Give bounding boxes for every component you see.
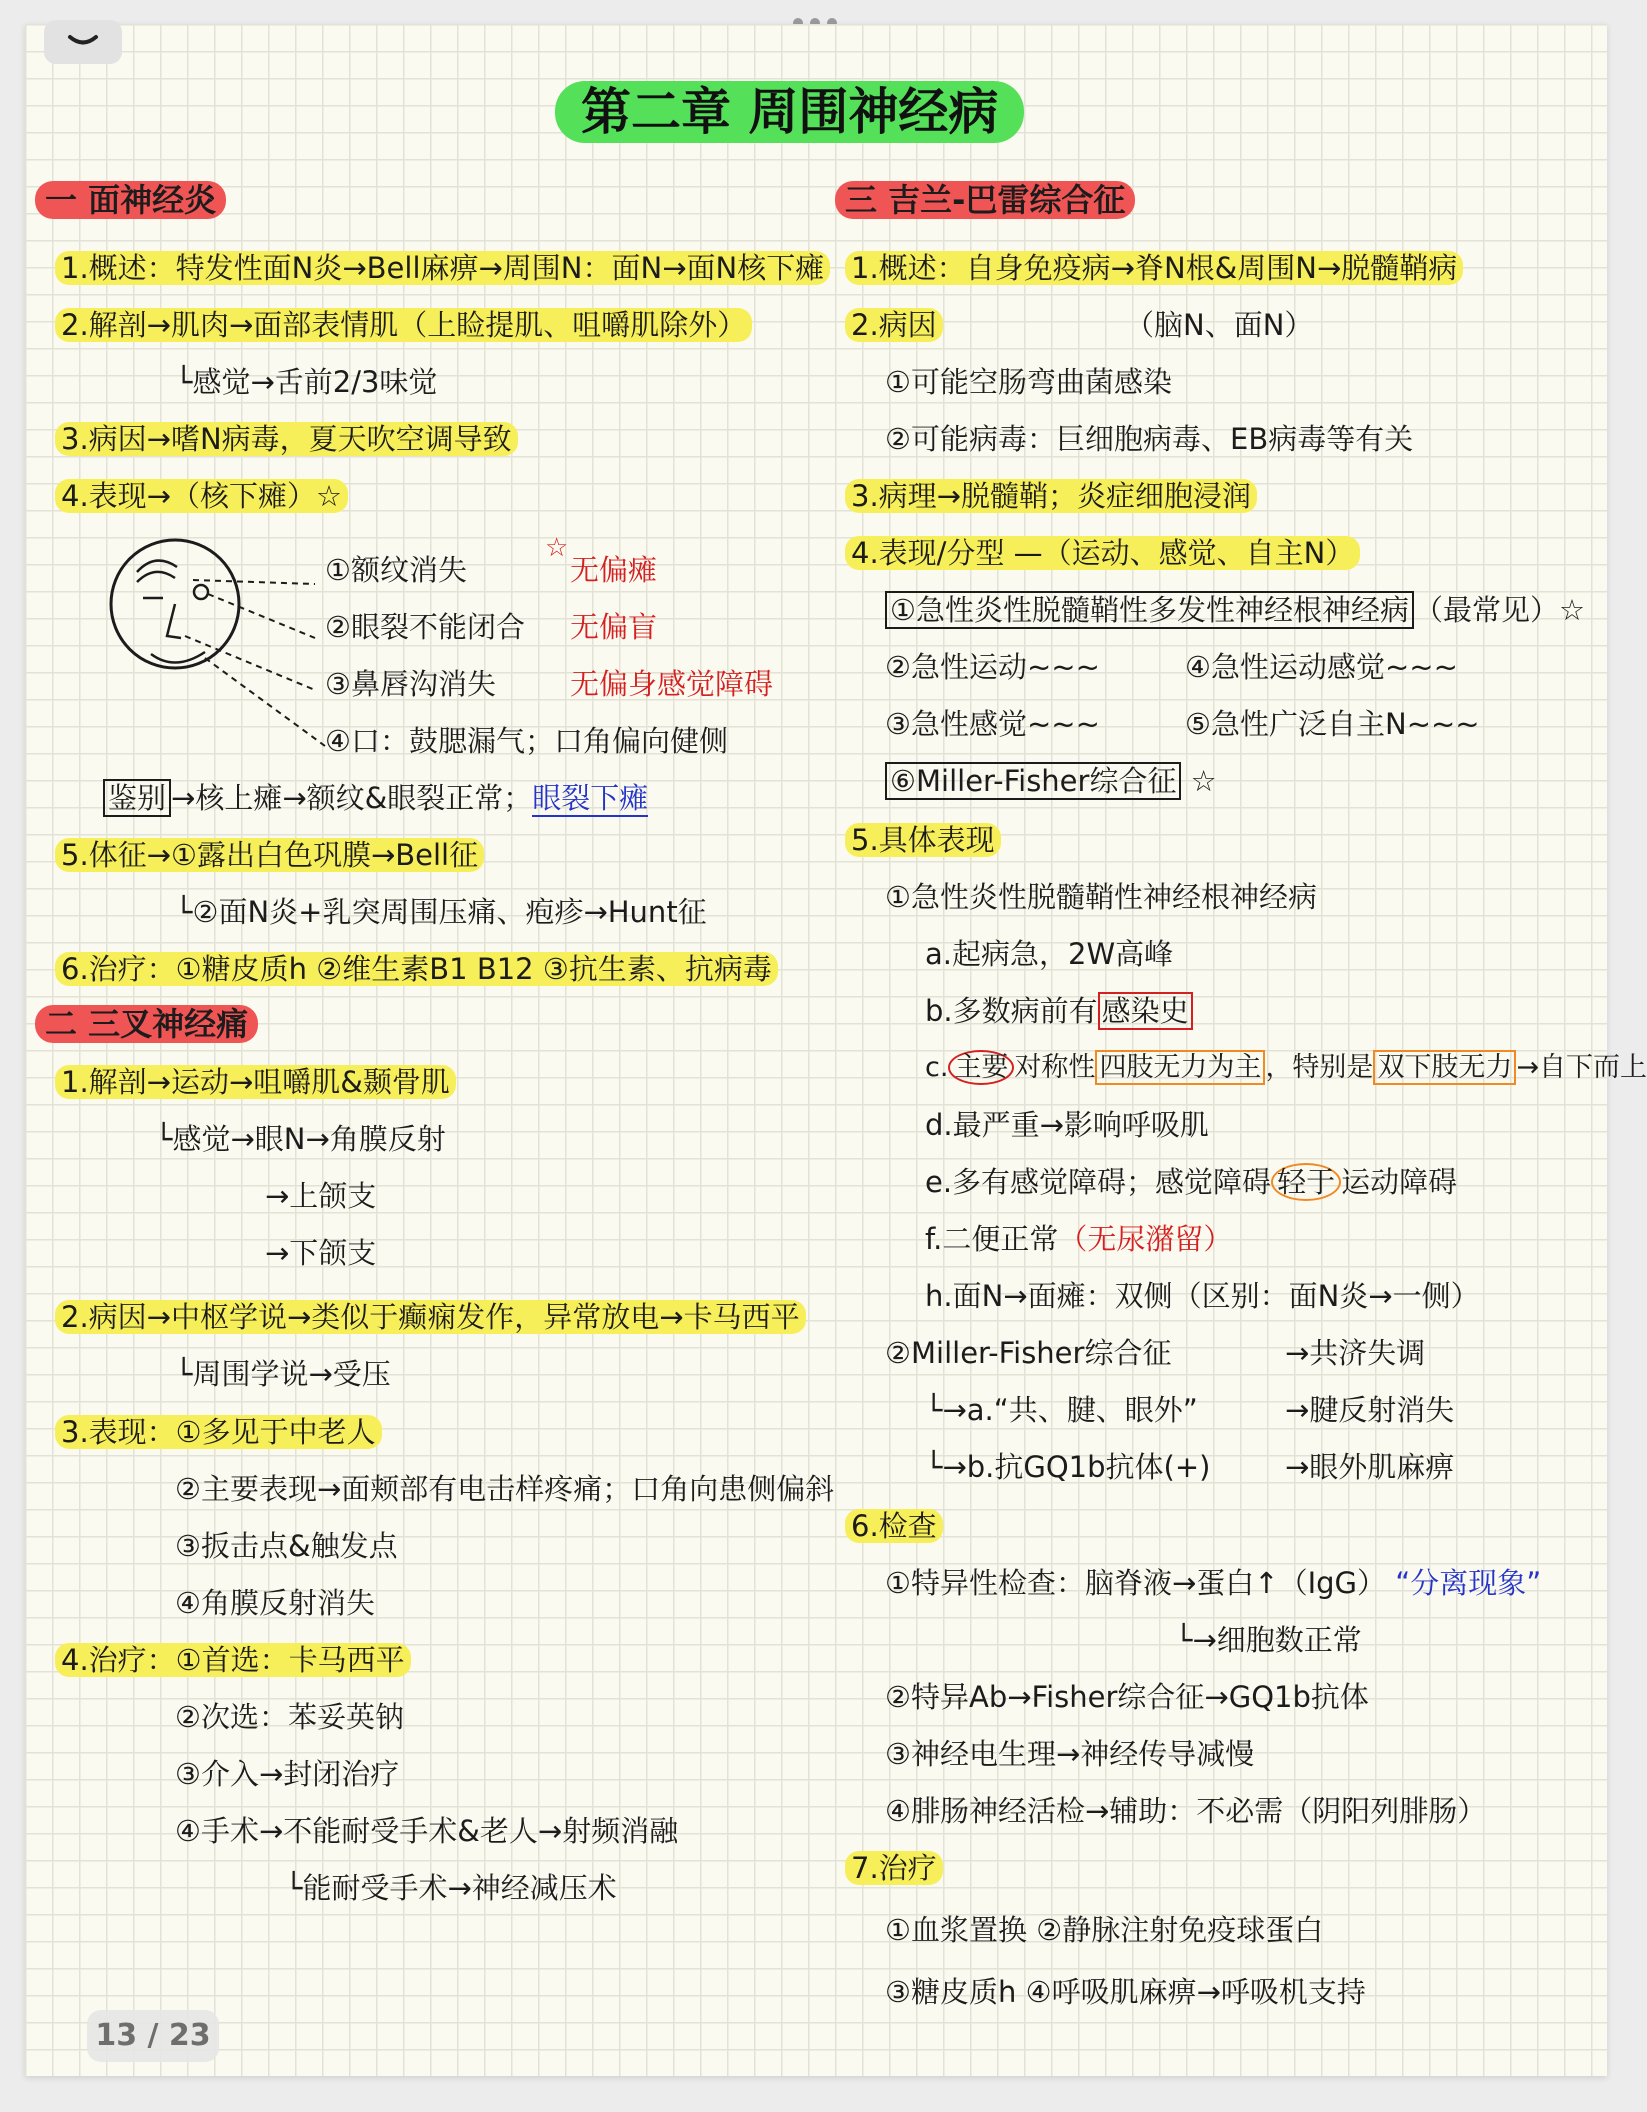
note-line: ①可能空肠弯曲菌感染 [885, 365, 1172, 399]
note-line: 5.具体表现 [845, 822, 1001, 858]
collapse-button[interactable] [44, 20, 122, 64]
note-line: ③介入→封闭治疗 [175, 1757, 400, 1791]
note-line: e.多有感觉障碍；感觉障碍 轻于 运动障碍 [925, 1165, 1458, 1199]
note-line: ②Miller-Fisher综合征 [885, 1336, 1172, 1370]
note-line: 5.体征→①露出白色巩膜→Bell征 [55, 837, 484, 873]
note-line: ②主要表现→面颊部有电击样疼痛；口角向患侧偏斜 [175, 1472, 835, 1506]
page-title: 第二章 周围神经病 [555, 80, 1024, 144]
note-line: └→细胞数正常 [1175, 1623, 1362, 1657]
note-line: 2.病因 [845, 307, 943, 343]
note-line: ④腓肠神经活检→辅助：不必需（阴阳列腓肠） [885, 1794, 1487, 1828]
note-line: →腱反射消失 [1285, 1393, 1455, 1427]
note-line: 鉴别 →核上瘫→额纹&眼裂正常；眼裂下瘫 [103, 780, 648, 816]
note-line: d.最严重→影响呼吸肌 [925, 1108, 1209, 1142]
note-line: └→b.抗GQ1b抗体(+) [925, 1450, 1211, 1484]
note-line: 6.治疗：①糖皮质h ②维生素B1 B12 ③抗生素、抗病毒 [55, 951, 778, 987]
note-line: b.多数病前有 感染史 [925, 993, 1193, 1029]
note-line: 1.概述：特发性面N炎→Bell麻痹→周围N：面N→面N核下瘫 [55, 250, 830, 286]
note-line: 4.治疗：①首选：卡马西平 [55, 1642, 411, 1678]
note-page [25, 24, 1647, 2076]
note-line: └感觉→眼N→角膜反射 [155, 1122, 446, 1156]
note-line: h.面N→面瘫：双侧（区别：面N炎→一侧） [925, 1279, 1480, 1313]
note-line: 2.解剖→肌肉→面部表情肌（上睑提肌、咀嚼肌除外） [55, 307, 752, 343]
note-line: f.二便正常（无尿潴留） [925, 1222, 1233, 1256]
note-line: └周围学说→受压 [175, 1357, 391, 1391]
note-line: →共济失调 [1285, 1336, 1426, 1370]
note-line: →上颌支 [265, 1179, 377, 1213]
note-line: ③神经电生理→神经传导减慢 [885, 1737, 1255, 1771]
star-icon: ☆ [545, 533, 569, 563]
note-line: ②可能病毒：巨细胞病毒、EB病毒等有关 [885, 422, 1414, 456]
note-line: ②特异Ab→Fisher综合征→GQ1b抗体 [885, 1680, 1369, 1714]
note-red: 无偏身感觉障碍 [570, 667, 774, 701]
note-line: ③扳击点&触发点 [175, 1529, 398, 1563]
section-heading-gbs: 三 吉兰-巴雷综合征 [835, 182, 1135, 218]
note-line: ①血浆置换 ②静脉注射免疫球蛋白 [885, 1913, 1324, 1947]
note-line: └→a.“共、腱、眼外” [925, 1393, 1198, 1427]
note-line: 4.表现/分型 —（运动、感觉、自主N） [845, 535, 1360, 571]
note-line: 2.病因→中枢学说→类似于癫痫发作，异常放电→卡马西平 [55, 1299, 806, 1335]
note-line: c. 主要 对称性 四肢无力为主 ，特别是 双下肢无力 →自下而上 [925, 1052, 1647, 1083]
note-line: 1.概述：自身免疫病→脊N根&周围N→脱髓鞘病 [845, 250, 1463, 286]
note-line: 3.表现：①多见于中老人 [55, 1414, 382, 1450]
note-line: 4.表现→（核下瘫）☆ [55, 478, 348, 514]
face-diagram [25, 24, 825, 764]
note-line: ①急性炎性脱髓鞘性多发性神经根神经病 （最常见）☆ [885, 592, 1585, 628]
note-line: 6.检查 [845, 1508, 943, 1544]
note-line: 3.病理→脱髓鞘；炎症细胞浸润 [845, 478, 1257, 514]
page-indicator: 13 / 23 [87, 2010, 219, 2062]
note-line: 1.解剖→运动→咀嚼肌&颞骨肌 [55, 1064, 456, 1100]
section-heading-trigeminal: 二 三叉神经痛 [35, 1006, 258, 1042]
note-line: →眼外肌麻痹 [1285, 1450, 1455, 1484]
note-line: 7.治疗 [845, 1850, 943, 1886]
note-line: └能耐受手术→神经减压术 [285, 1871, 617, 1905]
note-line: ②急性运动~~~ [885, 650, 1100, 684]
note-red: 无偏盲 [570, 610, 658, 644]
note-line: 3.病因→嗜N病毒，夏天吹空调导致 [55, 421, 518, 457]
note-line: →下颌支 [265, 1236, 377, 1270]
section-heading-facial-neuritis: 一 面神经炎 [35, 182, 226, 218]
note-line: ④急性运动感觉~~~ [1185, 650, 1458, 684]
note-line: ⑤急性广泛自主N~~~ [1185, 707, 1480, 741]
note-line: └感觉→舌前2/3味觉 [175, 365, 438, 399]
note-line: ④角膜反射消失 [175, 1586, 375, 1620]
note-line: a.起病急，2W高峰 [925, 937, 1174, 971]
note-line: ①急性炎性脱髓鞘性神经根神经病 [885, 880, 1317, 914]
note-line: ②次选：苯妥英钠 [175, 1700, 404, 1734]
face-finding: ④口：鼓腮漏气；口角偏向健侧 [325, 724, 728, 758]
face-finding: ②眼裂不能闭合 [325, 610, 525, 644]
note-line: （脑N、面N） [1125, 308, 1314, 342]
note-line: ①特异性检查：脑脊液→蛋白↑（IgG） “分离现象” [885, 1566, 1542, 1600]
face-finding: ①额纹消失 [325, 553, 467, 587]
note-line: ③急性感觉~~~ [885, 707, 1100, 741]
note-line: ⑥Miller-Fisher综合征 ☆ [885, 763, 1217, 799]
note-red: 无偏瘫 [570, 553, 658, 587]
note-line: ④手术→不能耐受手术&老人→射频消融 [175, 1814, 679, 1848]
note-line: ③糖皮质h ④呼吸肌麻痹→呼吸机支持 [885, 1975, 1366, 2009]
note-line: └②面N炎+乳突周围压痛、疱疹→Hunt征 [175, 895, 707, 929]
chevron-down-icon [66, 34, 100, 50]
face-finding: ③鼻唇沟消失 [325, 667, 496, 701]
